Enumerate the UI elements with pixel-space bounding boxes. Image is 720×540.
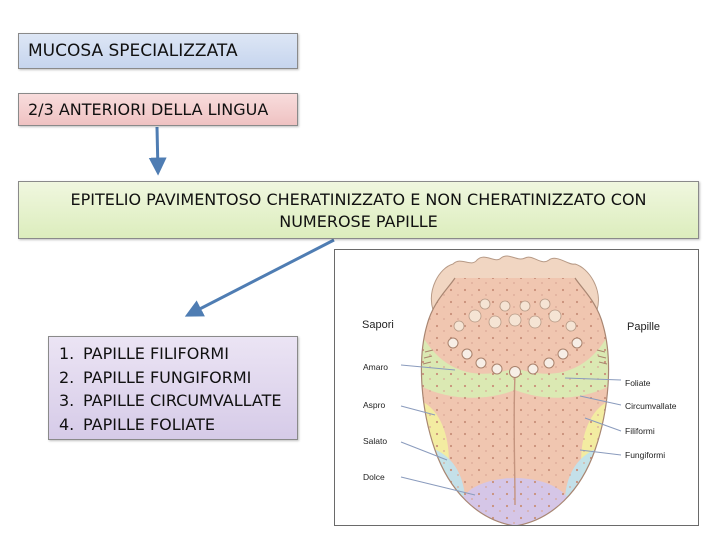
list-item-label: PAPILLE FILIFORMI	[83, 344, 229, 363]
list-item	[59, 366, 297, 390]
papillae-list	[59, 342, 297, 436]
list-item-number: 3.	[59, 391, 75, 410]
list-item	[59, 389, 297, 413]
list-item	[59, 342, 297, 366]
papilla-label-foliate: Foliate	[625, 378, 651, 388]
papillae-list-box	[48, 336, 298, 440]
tongue-figure	[334, 249, 699, 526]
papilla-label-circumvallate: Circumvallate	[625, 401, 677, 411]
papilla-label-filiform: Filiformi	[625, 426, 655, 436]
list-item-number: 2.	[59, 367, 75, 387]
arrow-region-to-epithelium	[157, 127, 158, 172]
list-item	[59, 413, 297, 437]
epithelium-box	[18, 181, 699, 239]
taste-label-sour: Aspro	[363, 400, 386, 410]
list-item-label: PAPILLE FOLIATE	[83, 414, 215, 434]
tongue-illustration	[335, 250, 698, 525]
taste-label-bitter: Amaro	[363, 362, 389, 372]
title-box	[18, 33, 298, 69]
list-item-number: 4.	[59, 414, 75, 434]
taste-label-sweet: Dolce	[363, 472, 385, 482]
tastes-header: Sapori	[362, 319, 394, 331]
taste-label-salty: Salato	[363, 436, 388, 446]
list-item-number: 1.	[59, 344, 75, 363]
region-text: 2/3 ANTERIORI DELLA LINGUA	[28, 100, 269, 119]
list-item-label: PAPILLE FUNGIFORMI	[83, 367, 252, 387]
arrow-epithelium-to-papillae	[188, 240, 334, 315]
papillae-header: Papille	[627, 321, 661, 333]
papilla-label-fungiform: Fungiformi	[625, 450, 666, 460]
title-text: MUCOSA SPECIALIZZATA	[28, 41, 238, 61]
epithelium-text: EPITELIO PAVIMENTOSO CHERATINIZZATO E NON CHERATINIZZATO CON NUMEROSE PAPILLE	[70, 190, 647, 231]
list-item-label: PAPILLE CIRCUMVALLATE	[83, 391, 282, 410]
region-box	[18, 93, 298, 126]
